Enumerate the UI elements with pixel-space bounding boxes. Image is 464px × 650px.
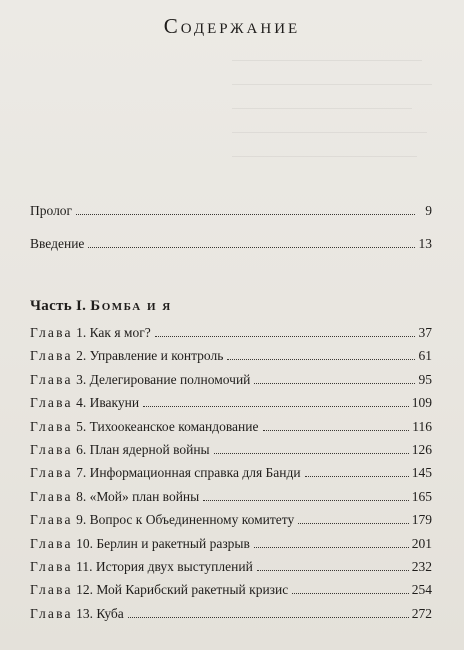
chapter-word: Глава [30, 372, 73, 387]
toc-entry-label [30, 203, 72, 219]
chapter-title: Тихоокеанское командование [89, 419, 259, 434]
chapter-title: Берлин и ракетный разрыв [96, 536, 250, 551]
toc-entry-page: 145 [411, 465, 432, 480]
chapter-title: Управление и контроль [89, 348, 224, 363]
toc-entry-title: Пролог [30, 203, 73, 218]
chapter-word: Глава [30, 325, 73, 340]
toc-entry [30, 606, 432, 626]
chapter-number: 13. [76, 606, 93, 621]
toc-entry-page: 95 [418, 372, 432, 387]
toc-entry-label [30, 372, 250, 388]
dot-leader [155, 335, 415, 337]
toc-entry-page: 179 [411, 512, 432, 527]
part-prefix: Часть I. [30, 298, 87, 314]
chapter-title: Вопрос к Объединенному комитету [89, 512, 295, 527]
toc-entry-page: 109 [411, 395, 432, 410]
chapter-title: Куба [96, 606, 124, 621]
chapter-number: 2. [76, 348, 87, 363]
toc-entry-label [30, 559, 253, 575]
chapter-word: Глава [30, 536, 73, 551]
toc-entry-page: 201 [411, 536, 432, 551]
chapter-word: Глава [30, 465, 73, 480]
toc-entry [30, 395, 432, 415]
toc-entry-label [30, 489, 199, 505]
toc-entry [30, 348, 432, 368]
toc-entry-page: 37 [418, 325, 432, 340]
dot-leader [128, 616, 409, 618]
chapter-title: Делегирование полномочий [89, 372, 251, 387]
chapter-title: «Мой» план войны [89, 489, 200, 504]
chapter-title: Ивакуни [89, 395, 140, 410]
chapter-title: Информационная справка для Банди [89, 465, 301, 480]
chapter-number: 4. [76, 395, 87, 410]
toc-entry-page: 9 [425, 203, 432, 218]
toc-entry-label [30, 606, 124, 622]
page-title: Содержание [163, 14, 301, 38]
toc-entry-label [30, 442, 210, 458]
toc-entry [30, 465, 432, 485]
toc-entry-page: 126 [411, 442, 432, 457]
toc-entry [30, 325, 432, 345]
dot-leader [227, 358, 415, 360]
show-through-line [232, 108, 412, 109]
toc-entry-page: 13 [418, 236, 432, 251]
chapter-number: 12. [76, 582, 93, 597]
dot-leader [88, 246, 415, 248]
toc-entry-page: 272 [411, 606, 432, 621]
part-name: Бомба и я [90, 298, 172, 314]
dot-leader [203, 499, 409, 501]
chapter-word: Глава [30, 606, 73, 621]
dot-leader [292, 592, 409, 594]
show-through-line [232, 84, 432, 85]
chapter-number: 11. [76, 559, 93, 574]
toc-entry-label [30, 348, 223, 364]
chapter-word: Глава [30, 559, 73, 574]
toc-entry [30, 419, 432, 439]
chapter-word: Глава [30, 419, 73, 434]
toc-entry-label [30, 582, 288, 598]
toc-entry [30, 236, 432, 256]
part-heading [30, 298, 172, 315]
toc-entry-title: Введение [30, 236, 85, 251]
toc-entry-page: 165 [411, 489, 432, 504]
toc-entry-page: 116 [412, 419, 432, 434]
chapter-title: План ядерной войны [89, 442, 210, 457]
chapter-number: 7. [76, 465, 87, 480]
dot-leader [263, 429, 410, 431]
chapter-number: 6. [76, 442, 87, 457]
chapter-number: 5. [76, 419, 87, 434]
toc-entry [30, 372, 432, 392]
chapter-word: Глава [30, 489, 73, 504]
dot-leader [214, 452, 409, 454]
chapter-word: Глава [30, 442, 73, 457]
toc-entry-page: 232 [411, 559, 432, 574]
chapter-word: Глава [30, 512, 73, 527]
chapter-number: 10. [76, 536, 93, 551]
toc-entry-label [30, 536, 250, 552]
toc-entry [30, 442, 432, 462]
toc-entry [30, 559, 432, 579]
toc-entry [30, 512, 432, 532]
chapter-number: 3. [76, 372, 87, 387]
dot-leader [298, 522, 409, 524]
toc-entry-label [30, 236, 84, 252]
toc-entry-page: 254 [411, 582, 432, 597]
chapter-title: История двух выступлений [95, 559, 253, 574]
toc-entry-label [30, 395, 139, 411]
dot-leader [254, 546, 409, 548]
toc-entry [30, 489, 432, 509]
toc-entry-label [30, 419, 259, 435]
dot-leader [257, 569, 409, 571]
toc-entry-label [30, 512, 294, 528]
dot-leader [305, 475, 409, 477]
dot-leader [143, 405, 409, 407]
dot-leader [76, 213, 415, 215]
toc-entry-label [30, 465, 301, 481]
chapter-number: 1. [76, 325, 87, 340]
toc-entry [30, 582, 432, 602]
toc-entry [30, 536, 432, 556]
chapter-number: 9. [76, 512, 87, 527]
show-through-line [232, 156, 417, 157]
chapter-word: Глава [30, 348, 73, 363]
toc-entry-label [30, 325, 151, 341]
toc-entry [30, 203, 432, 223]
chapter-word: Глава [30, 395, 73, 410]
chapter-word: Глава [30, 582, 73, 597]
chapter-number: 8. [76, 489, 87, 504]
dot-leader [254, 382, 415, 384]
chapter-title: Мой Карибский ракетный кризис [96, 582, 289, 597]
chapter-title: Как я мог? [89, 325, 151, 340]
show-through-line [232, 132, 427, 133]
toc-entry-page: 61 [418, 348, 432, 363]
show-through-line [232, 60, 422, 61]
